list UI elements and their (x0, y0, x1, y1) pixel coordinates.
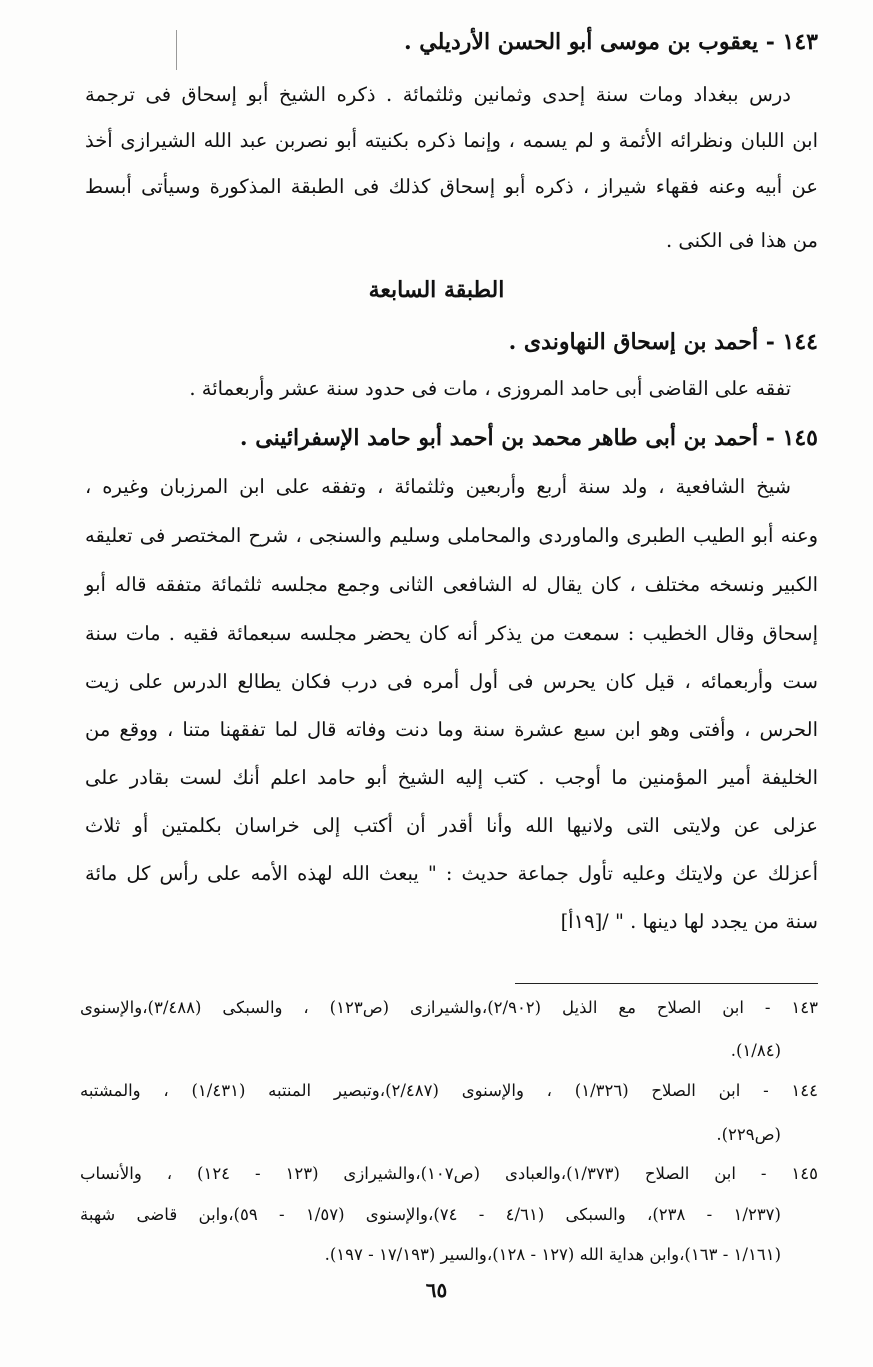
body-line: عن أبيه وعنه فقهاء شيراز ، ذكره أبو إسحاق كذلك فى الطبقة المذكورة وسيأتى أبسط (85, 175, 818, 198)
body-line: شيخ الشافعية ، ولد سنة أربع وأربعين وثلثمائة ، وتفقه على ابن المرزبان وغيره ، (85, 475, 791, 498)
footnote-continuation: (١/٢٣٧ - ٢٣٨)، والسبكى (٤/٦١ - ٧٤)،والإسنوى (١/٥٧ - ٥٩)،وابن قاضى شهبة (80, 1205, 781, 1224)
body-line: تفقه على القاضى أبى حامد المروزى ، مات فى حدود سنة عشر وأربعمائة . (189, 377, 791, 400)
footnote-144: ١٤٤ - ابن الصلاح (١/٣٢٦) ، والإسنوى (٢/٤٨٧)،وتبصير المنتبه (١/٤٣١) ، والمشتبه (80, 1081, 818, 1100)
body-line: إسحاق وقال الخطيب : سمعت من يذكر أنه كان يحضر مجلسه سبعمائة فقيه . مات سنة (85, 622, 818, 645)
footnote-145: ١٤٥ - ابن الصلاح (١/٣٧٣)،والعبادى (ص١٠٧)،والشيرازى (١٢٣ - ١٢٤) ، والأنساب (80, 1164, 818, 1183)
footnote-143: ١٤٣ - ابن الصلاح مع الذيل (٢/٩٠٢)،والشيرازى (ص١٢٣) ، والسبكى (٣/٤٨٨)،والإسنوى (80, 998, 818, 1017)
body-line: وعنه أبو الطيب الطبرى والماوردى والمحاملى وسليم والسنجى ، شرح المختصر فى تعليقه (85, 524, 818, 547)
entry-heading-145: ١٤٥ - أحمد بن أبى طاهر محمد بن أحمد أبو حامد الإسفرائينى . (239, 425, 818, 451)
body-line: درس ببغداد ومات سنة إحدى وثمانين وثلثمائة . ذكره الشيخ أبو إسحاق فى ترجمة (85, 83, 791, 106)
footnote-continuation: (١/٨٤). (730, 1041, 781, 1060)
body-line: الخليفة أمير المؤمنين ما أوجب . كتب إليه الشيخ أبو حامد اعلم أنك لست بقادر على (85, 766, 818, 789)
entry-heading-143: ١٤٣ - يعقوب بن موسى أبو الحسن الأرديلي . (403, 29, 818, 55)
body-line: من هذا فى الكنى . (665, 229, 818, 252)
body-line: ست وأربعمائه ، قيل كان يحرس فى أول أمره فى درب فكان يطالع الدرس على زيت (85, 670, 818, 693)
body-line: أعزلك عن ولايتك وعليه تأول جماعة حديث : " يبعث الله لهذه الأمه على رأس كل مائة (85, 862, 818, 885)
entry-heading-144: ١٤٤ - أحمد بن إسحاق النهاوندى . (508, 329, 818, 355)
body-line: عزلى عن ولايتى التى ولانيها الله وأنا أقدر أن أكتب إلى خراسان بكلمتين أو ثلاث (85, 814, 818, 837)
footnote-continuation: (١/١٦١ - ١٦٣)،وابن هداية الله (١٢٧ - ١٢٨)،والسير (١٧/١٩٣ - ١٩٧). (324, 1245, 781, 1264)
body-line: الكبير ونسخه مختلف ، كان يقال له الشافعى الثانى وجمع مجلسه ثلثمائة متفقه قاله أبو (85, 573, 818, 596)
section-title: الطبقة السابعة (368, 277, 505, 303)
body-line: ابن اللبان ونظرائه الأئمة و لم يسمه ، وإنما ذكره بكنيته أبو نصربن عبد الله الشيرازى أخذ (85, 129, 818, 152)
page-number: ٦٥ (425, 1278, 448, 1302)
body-line: سنة من يجدد لها دينها . " /[١٩أ] (560, 910, 818, 933)
footnote-separator (515, 983, 818, 984)
footnote-continuation: (ص٢٢٩). (716, 1125, 781, 1144)
body-line: الحرس ، وأفتى وهو ابن سبع عشرة سنة وما دنت وفاته قال لما تفقهنا متنا ، ووقع من (85, 718, 818, 741)
